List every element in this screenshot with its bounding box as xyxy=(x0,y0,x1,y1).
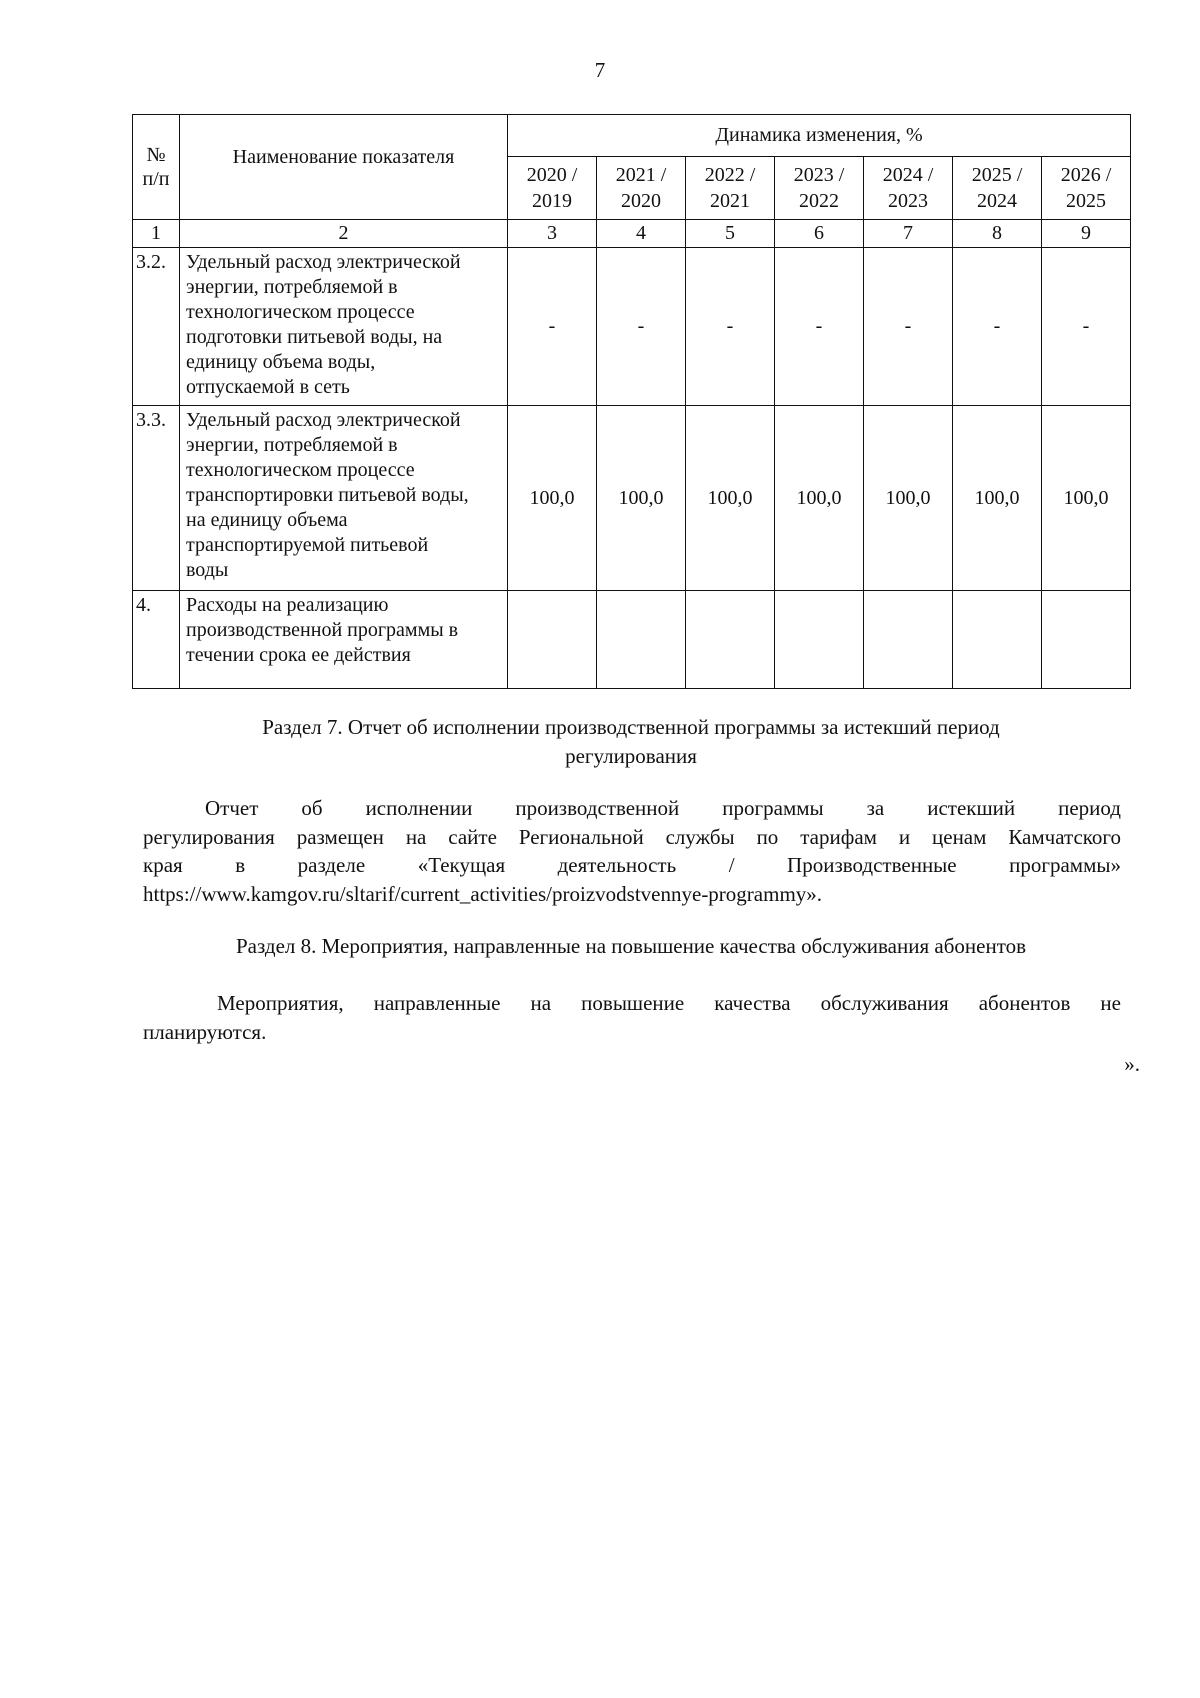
value-cell: - xyxy=(508,248,597,406)
table-row xyxy=(133,591,1131,689)
column-number-cell: 8 xyxy=(953,220,1042,248)
table-header-row xyxy=(133,115,1131,157)
header-num-col xyxy=(133,115,180,220)
period-line: 2024 xyxy=(977,190,1017,212)
period-line: 2021 / xyxy=(615,164,667,186)
indicators-table xyxy=(132,114,1131,689)
header-period-cell xyxy=(864,157,953,220)
section8-heading: Раздел 8. Мероприятия, направленные на повышение качества обслуживания абонентов xyxy=(235,934,1027,958)
period-line: 2020 / xyxy=(526,164,578,186)
value-cell xyxy=(953,591,1042,689)
value-cell: - xyxy=(597,248,686,406)
value-cell: - xyxy=(1042,248,1131,406)
column-number-cell: 4 xyxy=(597,220,686,248)
heading-line: Раздел 7. Отчет об исполнении производственной программы за истекший период xyxy=(262,715,1000,739)
indicator-name-cell xyxy=(180,591,508,689)
period-line: 2023 xyxy=(888,190,928,212)
value-cell: 100,0 xyxy=(508,406,597,591)
paragraph-line: планируются. xyxy=(143,1019,267,1044)
indicator-name-line: энергии, потребляемой в xyxy=(186,434,398,456)
section7-heading xyxy=(132,713,1130,771)
row-number-cell: 3.2. xyxy=(133,248,180,406)
header-num-line: № xyxy=(146,144,166,166)
indicator-name-line: течении срока ее действия xyxy=(186,644,411,666)
row-number-cell: 4. xyxy=(133,591,180,689)
period-line: 2022 xyxy=(799,190,839,212)
header-name-col: Наименование показателя xyxy=(180,115,508,220)
closing-quote-mark: ». xyxy=(1124,1052,1140,1076)
period-line: 2022 / xyxy=(704,164,756,186)
column-number-cell: 5 xyxy=(686,220,775,248)
value-cell xyxy=(1042,591,1131,689)
value-cell xyxy=(597,591,686,689)
value-cell xyxy=(686,591,775,689)
column-number-cell: 3 xyxy=(508,220,597,248)
column-number-cell: 9 xyxy=(1042,220,1131,248)
column-number-cell: 1 xyxy=(133,220,180,248)
column-number-cell: 2 xyxy=(180,220,508,248)
row-number-cell: 3.3. xyxy=(133,406,180,591)
indicator-name-line: технологическом процессе xyxy=(186,301,415,323)
paragraph-line: регулирования размещен на сайте Региональной службы по тарифам и ценам Камчатского xyxy=(143,824,1121,849)
period-line: 2024 / xyxy=(882,164,934,186)
indicator-name-line: энергии, потребляемой в xyxy=(186,276,398,298)
value-cell: - xyxy=(953,248,1042,406)
section8-paragraph xyxy=(143,989,1121,1046)
value-cell: - xyxy=(775,248,864,406)
value-cell: 100,0 xyxy=(1042,406,1131,591)
heading-line: регулирования xyxy=(565,744,697,768)
header-period-cell xyxy=(508,157,597,220)
indicator-name-line: производственной программы в xyxy=(186,619,459,641)
section7-paragraph xyxy=(143,794,1121,908)
header-dynamics-col: Динамика изменения, % xyxy=(508,115,1131,157)
header-period-cell xyxy=(1042,157,1131,220)
paragraph-line: края в разделе «Текущая деятельность / Производственные программы» xyxy=(143,853,1121,877)
indicator-name-line: отпускаемой в сеть xyxy=(186,376,350,398)
period-line: 2023 / xyxy=(793,164,845,186)
value-cell: - xyxy=(686,248,775,406)
period-line: 2021 xyxy=(710,190,750,212)
indicator-name-line: транспортировки питьевой воды, xyxy=(186,484,469,506)
indicator-name-line: Удельный расход электрической xyxy=(186,409,461,431)
indicator-name-line: транспортируемой питьевой xyxy=(186,534,429,556)
paragraph-line: Отчет об исполнении производственной программы за истекший период xyxy=(205,796,1121,820)
period-line: 2025 xyxy=(1066,190,1107,212)
column-number-cell: 7 xyxy=(864,220,953,248)
indicator-name-line: Расходы на реализацию xyxy=(186,594,389,616)
indicator-name-line: единицу объема воды, xyxy=(186,351,376,373)
value-cell xyxy=(775,591,864,689)
value-cell: 100,0 xyxy=(864,406,953,591)
table-row xyxy=(133,248,1131,406)
page-number: 7 xyxy=(594,58,606,82)
header-period-cell xyxy=(775,157,864,220)
indicator-name-line: Удельный расход электрической xyxy=(186,251,461,273)
value-cell: 100,0 xyxy=(775,406,864,591)
table-row xyxy=(133,406,1131,591)
indicator-name-cell xyxy=(180,406,508,591)
indicator-name-line: подготовки питьевой воды, на xyxy=(186,326,443,348)
period-line: 2019 xyxy=(532,190,572,212)
header-period-cell xyxy=(597,157,686,220)
value-cell: 100,0 xyxy=(597,406,686,591)
indicator-name-line: технологическом процессе xyxy=(186,459,415,481)
column-number-cell: 6 xyxy=(775,220,864,248)
header-period-cell xyxy=(686,157,775,220)
period-line: 2026 / xyxy=(1060,164,1112,186)
paragraph-line: Мероприятия, направленные на повышение качества обслуживания абонентов не xyxy=(217,991,1121,1015)
paragraph-line: https://www.kamgov.ru/sltarif/current_activities/proizvodstvennye-programmy». xyxy=(143,881,823,906)
indicator-name-line: на единицу объема xyxy=(186,509,348,531)
value-cell: - xyxy=(864,248,953,406)
header-period-cell xyxy=(953,157,1042,220)
indicator-name-line: воды xyxy=(186,559,229,581)
period-line: 2025 / xyxy=(971,164,1023,186)
value-cell xyxy=(508,591,597,689)
period-line: 2020 xyxy=(621,190,661,212)
column-numbers-row xyxy=(133,220,1131,248)
indicator-name-cell xyxy=(180,248,508,406)
value-cell: 100,0 xyxy=(686,406,775,591)
value-cell xyxy=(864,591,953,689)
value-cell: 100,0 xyxy=(953,406,1042,591)
header-num-line: п/п xyxy=(142,168,170,190)
